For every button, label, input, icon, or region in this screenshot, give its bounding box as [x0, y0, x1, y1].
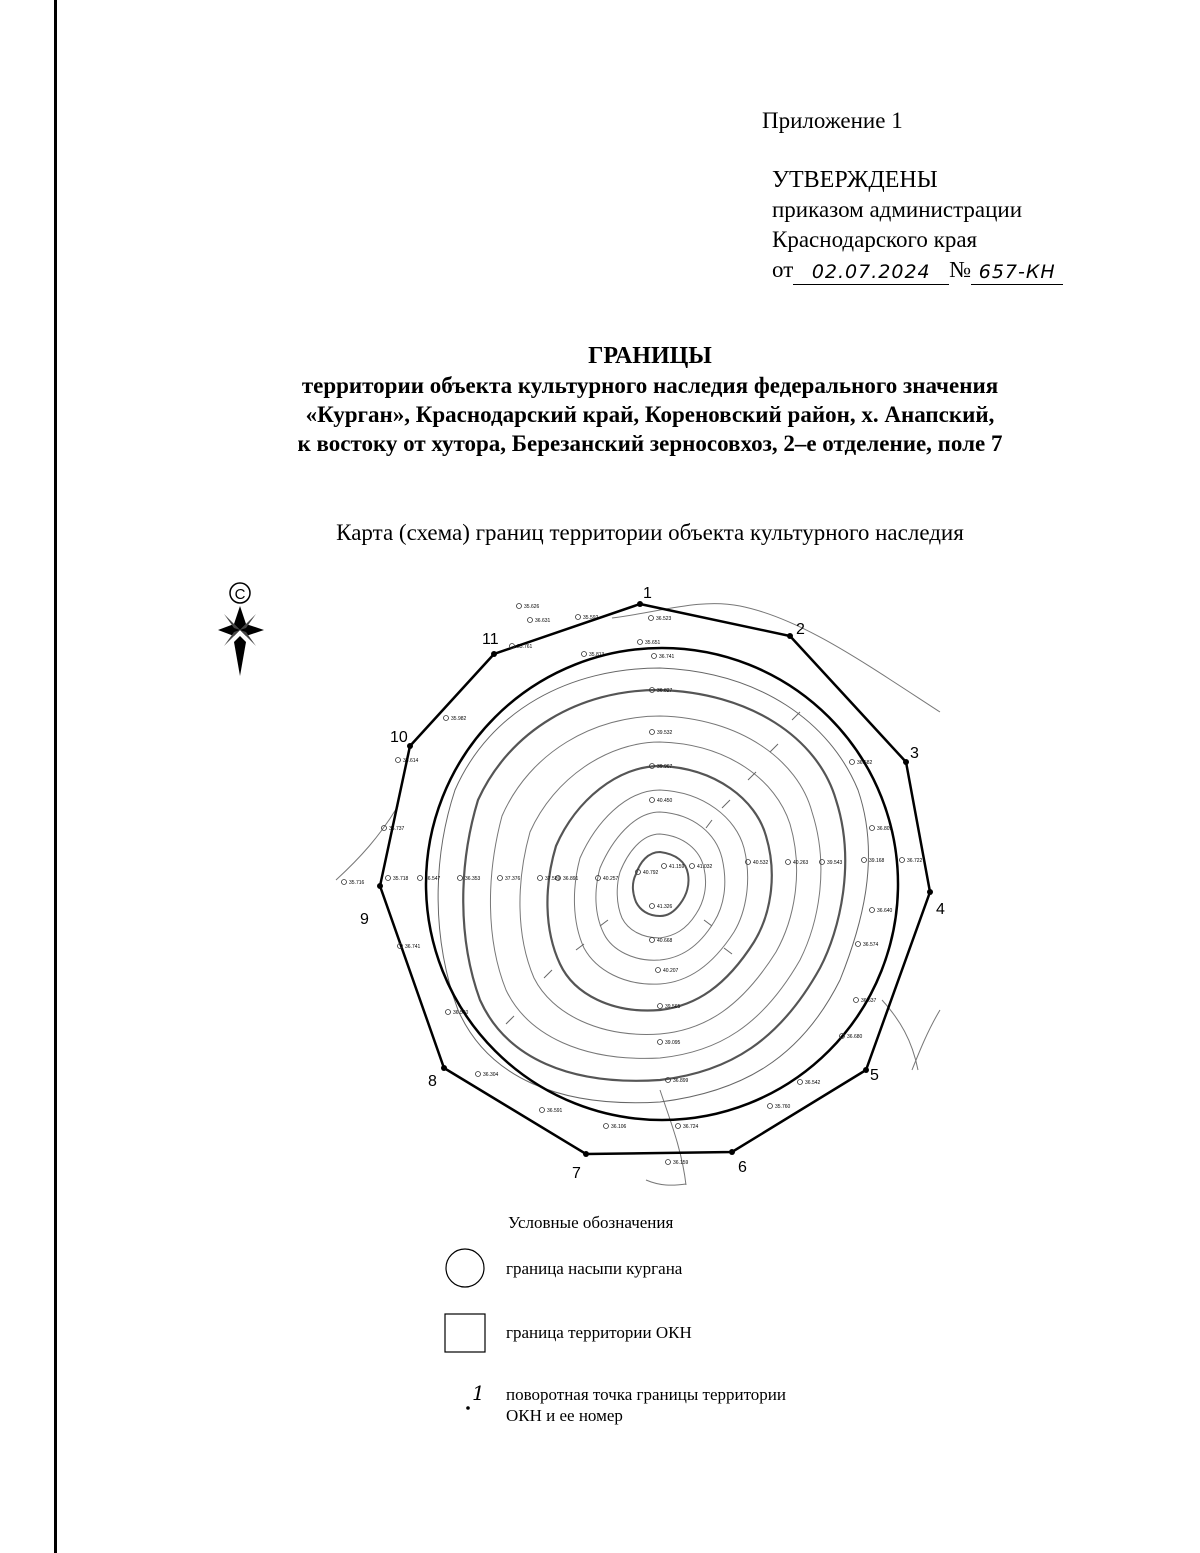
elevation-value: 36.353: [465, 876, 481, 882]
turning-point-labels: [360, 585, 945, 1182]
elevation-marker: [854, 998, 859, 1003]
elevation-value: 36.560: [453, 1010, 469, 1016]
elevation-point: [850, 760, 873, 767]
elevation-point: [768, 1104, 791, 1111]
legend-territory-label: граница территории ОКН: [506, 1323, 692, 1342]
elevation-marker: [856, 942, 861, 947]
elevation-value: 36.891: [563, 876, 579, 882]
elevation-marker: [498, 876, 503, 881]
elevation-value: 39.565: [665, 1004, 681, 1010]
elevation-point: [596, 876, 619, 883]
approval-title: УТВЕРЖДЕНЫ: [772, 167, 938, 193]
elevation-point: [870, 826, 893, 833]
elevation-marker: [658, 1040, 663, 1045]
elevation-point: [656, 968, 679, 975]
elevation-value: 35.813: [589, 652, 605, 658]
elevation-point: [418, 876, 441, 883]
elevation-value: 36.737: [389, 826, 405, 832]
elevation-point: [820, 860, 843, 867]
elevation-value: 36.106: [611, 1124, 627, 1130]
elevation-marker: [342, 880, 347, 885]
elevation-value: 36.899: [673, 1078, 689, 1084]
point-label-1: 1: [643, 585, 652, 602]
elevation-value: 40.532: [753, 860, 769, 866]
legend-turn-point-label: [506, 1384, 786, 1426]
point-label-5: 5: [870, 1067, 879, 1084]
elevation-point: [798, 1080, 821, 1087]
elevation-marker: [662, 864, 667, 869]
elevation-point: [458, 876, 481, 883]
elevation-marker: [538, 876, 543, 881]
elevation-value: 36.809: [877, 826, 893, 832]
elevation-point: [636, 870, 659, 877]
turn-point-legend-number: 1: [472, 1381, 485, 1405]
elevation-point: [658, 1040, 681, 1047]
point-label-10: 10: [390, 729, 408, 746]
elevation-value: 35.760: [775, 1104, 791, 1110]
elevation-value: 41.032: [697, 864, 713, 870]
elevation-point: [604, 1124, 627, 1131]
elevation-point: [498, 876, 521, 883]
elevation-marker: [476, 1072, 481, 1077]
approval-line-2: Краснодарского края: [772, 227, 978, 252]
elevation-marker: [638, 640, 643, 645]
elevation-value: 36.680: [847, 1034, 863, 1040]
elevation-marker: [650, 798, 655, 803]
elevation-marker: [650, 904, 655, 909]
elevation-marker: [850, 760, 855, 765]
elevation-point: [650, 938, 673, 945]
elevation-value: 36.637: [861, 998, 877, 1004]
elevation-marker: [862, 858, 867, 863]
elevation-point: [650, 730, 673, 737]
elevation-marker: [676, 1124, 681, 1129]
elevation-value: 40.257: [603, 876, 619, 882]
title-line-3: к востоку от хутора, Березанский зерносовхоз, 2–е отделение, поле 7: [297, 431, 1003, 456]
elevation-marker: [652, 654, 657, 659]
point-label-6: 6: [738, 1159, 747, 1176]
elevation-marker: [418, 876, 423, 881]
elevation-point: [528, 618, 551, 625]
turning-points: [377, 601, 933, 1157]
elevation-marker: [656, 968, 661, 973]
elevation-marker: [396, 758, 401, 763]
elevation-value: 40.263: [793, 860, 809, 866]
elevation-value: 36.722: [907, 858, 923, 864]
elevation-value: 36.827: [657, 688, 673, 694]
legend-title: Условные обозначения: [508, 1213, 674, 1232]
elevation-marker: [690, 864, 695, 869]
elevation-marker: [768, 1104, 773, 1109]
point-label-8: 8: [428, 1073, 437, 1090]
elevation-marker: [458, 876, 463, 881]
elevation-value: 40.792: [643, 870, 659, 876]
point-label-3: 3: [910, 745, 919, 762]
title-line-2: «Курган», Краснодарский край, Кореновский район, х. Анапский,: [305, 402, 995, 427]
map-caption: Карта (схема) границ территории объекта культурного наследия: [336, 520, 964, 545]
appendix-label: Приложение 1: [762, 108, 903, 133]
elevation-point: [870, 908, 893, 915]
elevation-value: 36.159: [673, 1160, 689, 1166]
elevation-value: 36.631: [535, 618, 551, 624]
date-prefix: от: [772, 257, 794, 282]
elevation-value: 36.614: [403, 758, 419, 764]
elevation-value: 36.640: [877, 908, 893, 914]
elevation-marker: [900, 858, 905, 863]
elevation-point: [446, 1010, 469, 1017]
north-letter: С: [234, 586, 246, 603]
elevation-marker: [528, 618, 533, 623]
elevation-marker: [798, 1080, 803, 1085]
elevation-marker: [666, 1160, 671, 1165]
point-label-2: 2: [796, 621, 805, 638]
legend-mound-label: граница насыпи кургана: [506, 1259, 683, 1278]
elevation-value: 37.589: [545, 876, 561, 882]
elevation-point: [540, 1108, 563, 1115]
elevation-value: 36.547: [425, 876, 441, 882]
elevation-value: 39.532: [657, 730, 673, 736]
elevation-point: [396, 758, 419, 765]
elevation-point: [862, 858, 885, 865]
elevation-point: [386, 876, 409, 883]
elevation-value: 36.523: [656, 616, 672, 622]
elevation-point: [342, 880, 365, 887]
elevation-point: [476, 1072, 499, 1079]
elevation-marker: [658, 1004, 663, 1009]
point-label-7: 7: [572, 1165, 581, 1182]
title-line-1: территории объекта культурного наследия федерального значения: [301, 373, 999, 398]
elevation-marker: [446, 1010, 451, 1015]
elevation-point: [652, 654, 675, 661]
title-heading: ГРАНИЦЫ: [588, 343, 712, 369]
elevation-value: 41.326: [657, 904, 673, 910]
elevation-value: 36.741: [405, 944, 421, 950]
elevation-value: 35.716: [349, 880, 365, 886]
elevation-point: [650, 798, 673, 805]
elevation-value: 35.982: [451, 716, 467, 722]
elevation-point: [666, 1160, 689, 1167]
approval-number: 657-КН: [971, 260, 1063, 285]
elevation-marker: [576, 615, 581, 620]
elevation-value: 36.724: [683, 1124, 699, 1130]
elevation-value: 40.207: [663, 968, 679, 974]
approval-line-1: приказом администрации: [772, 197, 1023, 222]
elevation-marker: [870, 908, 875, 913]
elevation-point: [900, 858, 923, 865]
elevation-point: [649, 616, 672, 623]
elevation-point: [746, 860, 769, 867]
elevation-marker: [820, 860, 825, 865]
elevation-marker: [582, 652, 587, 657]
mound-boundary: [426, 648, 898, 1120]
elevation-value: 39.168: [869, 858, 885, 864]
point-label-11: 11: [482, 631, 499, 648]
elevation-value: 39.967: [657, 764, 673, 770]
elevation-point: [517, 604, 540, 611]
elevation-marker: [604, 1124, 609, 1129]
elevation-value: 41.159: [669, 864, 685, 870]
number-prefix: №: [949, 257, 972, 282]
elevation-value: 35.718: [393, 876, 409, 882]
elevation-point: [638, 640, 661, 647]
legend-turn-point-line-2: ОКН и ее номер: [506, 1406, 623, 1425]
elevation-marker: [386, 876, 391, 881]
elevation-value: 39.543: [827, 860, 843, 866]
elevation-marker: [650, 938, 655, 943]
north-arrow-icon: [218, 583, 264, 676]
point-label-4: 4: [936, 901, 945, 918]
elevation-marker: [650, 730, 655, 735]
elevation-point: [786, 860, 809, 867]
elevation-value: 39.095: [665, 1040, 681, 1046]
elevation-value: 35.626: [524, 604, 540, 610]
elevation-point: [650, 904, 673, 911]
elevation-marker: [444, 716, 449, 721]
elevation-point: [676, 1124, 699, 1131]
elevation-value: 36.741: [659, 654, 675, 660]
elevation-marker: [786, 860, 791, 865]
elevation-value: 37.376: [505, 876, 521, 882]
elevation-point: [856, 942, 879, 949]
elevation-value: 36.582: [857, 760, 873, 766]
elevation-marker: [540, 1108, 545, 1113]
elevation-marker: [517, 604, 522, 609]
elevation-value: 35.592: [583, 615, 599, 621]
elevation-value: 40.668: [657, 938, 673, 944]
elevation-point: [538, 876, 561, 883]
elevation-marker: [649, 616, 654, 621]
approval-date: 02.07.2024: [793, 260, 949, 285]
elevation-value: 36.591: [547, 1108, 563, 1114]
elevation-point: [582, 652, 605, 659]
elevation-value: 36.542: [805, 1080, 821, 1086]
elevation-point: [576, 615, 599, 622]
elevation-point: [690, 864, 713, 871]
contour-lines: [438, 668, 868, 1103]
elevation-point: [444, 716, 467, 723]
elevation-point: [854, 998, 877, 1005]
elevation-value: 36.304: [483, 1072, 499, 1078]
elevation-value: 36.574: [863, 942, 879, 948]
point-label-9: 9: [360, 911, 369, 928]
elevation-point: [662, 864, 685, 871]
elevation-marker: [870, 826, 875, 831]
legend-turn-point-line-1: поворотная точка границы территории: [506, 1385, 786, 1404]
elevation-value: 35.651: [645, 640, 661, 646]
elevation-value: 40.450: [657, 798, 673, 804]
elevation-value: 35.761: [517, 644, 533, 650]
